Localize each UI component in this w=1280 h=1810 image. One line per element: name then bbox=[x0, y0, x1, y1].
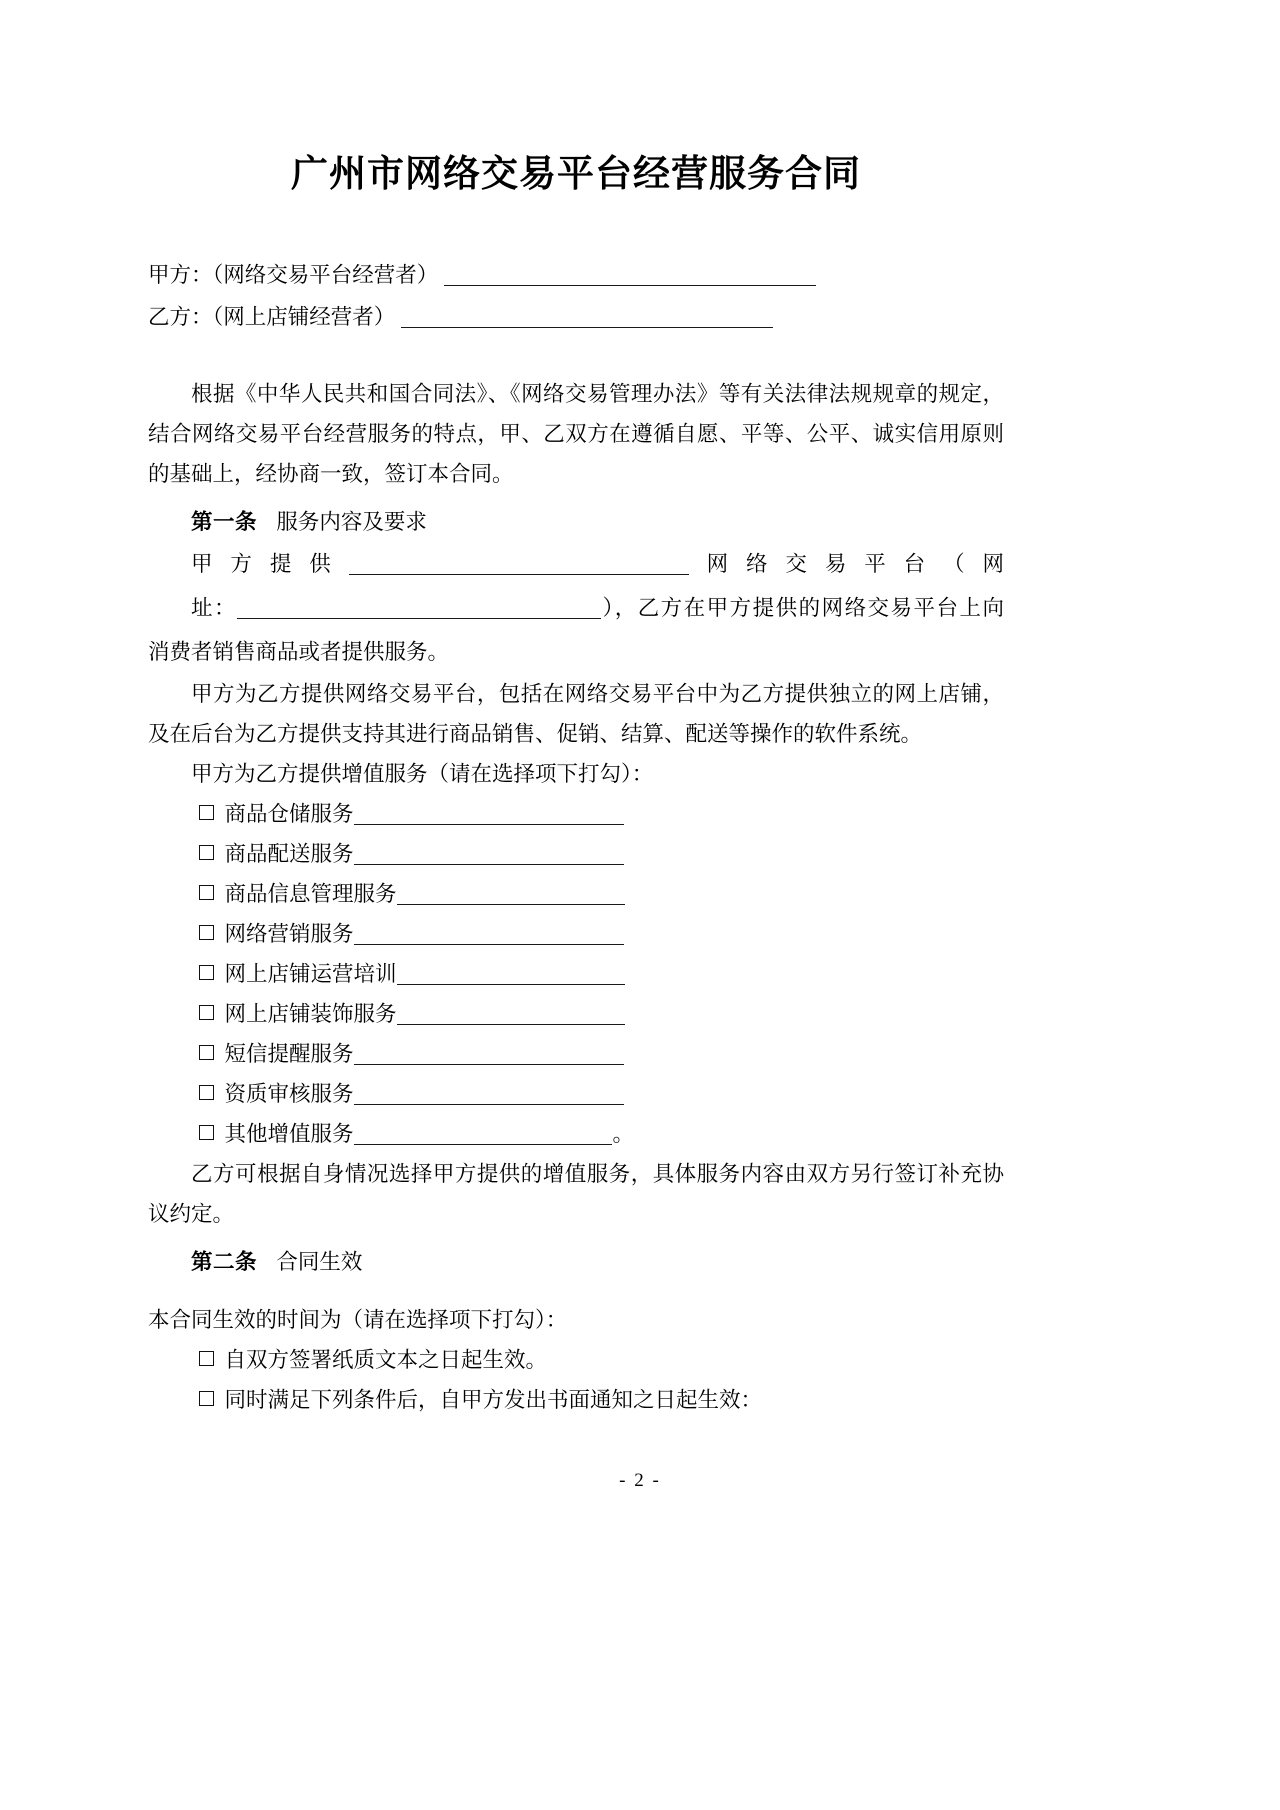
article-one-heading bbox=[148, 502, 1004, 542]
value-added-item-label: 资质审核服务 bbox=[224, 1082, 354, 1107]
platform-clause-line-3: 消费者销售商品或者提供服务。 bbox=[148, 640, 450, 665]
party-block bbox=[148, 254, 1004, 338]
value-added-item-blank[interactable] bbox=[397, 1007, 625, 1025]
value-added-item-blank[interactable] bbox=[397, 887, 625, 905]
value-added-service-list bbox=[148, 794, 1004, 1154]
page-number-footer: - 2 - bbox=[619, 1470, 661, 1491]
platform-url-blank[interactable] bbox=[237, 600, 601, 619]
checkbox-icon[interactable] bbox=[199, 1391, 214, 1406]
value-added-item-blank[interactable] bbox=[354, 1087, 624, 1105]
article-two-title: 合同生效 bbox=[276, 1250, 363, 1275]
list-item[interactable] bbox=[148, 874, 1004, 914]
list-item[interactable] bbox=[148, 1380, 1004, 1420]
value-added-item-label: 商品配送服务 bbox=[224, 842, 354, 867]
value-added-item-blank[interactable] bbox=[354, 1127, 612, 1145]
preamble-paragraph: 根据《中华人民共和国合同法》、《网络交易管理办法》等有关法律法规规章的规定，结合网络交易平台经营服务的特点，甲、乙双方在遵循自愿、平等、公平、诚实信用原则的基础上，经协商一致，签订本合同。 bbox=[148, 382, 1004, 487]
platform-clause-seg-1: 甲方提供 bbox=[191, 552, 349, 577]
list-item[interactable] bbox=[148, 914, 1004, 954]
list-item[interactable] bbox=[148, 1114, 1004, 1154]
list-item[interactable] bbox=[148, 954, 1004, 994]
value-added-item-blank[interactable] bbox=[354, 807, 624, 825]
party-blank-first[interactable] bbox=[444, 267, 816, 286]
platform-clause-line-2 bbox=[148, 586, 1004, 630]
value-added-item-blank[interactable] bbox=[354, 927, 624, 945]
list-item[interactable] bbox=[148, 1340, 1004, 1380]
party-line-first bbox=[148, 254, 1004, 296]
party-line-second bbox=[148, 296, 1004, 338]
value-added-intro: 甲方为乙方提供增值服务（请在选择项下打勾）： bbox=[191, 762, 654, 787]
checkbox-icon[interactable] bbox=[199, 885, 214, 900]
article-two-number: 第二条 bbox=[191, 1250, 258, 1275]
list-item[interactable] bbox=[148, 834, 1004, 874]
value-added-item-blank[interactable] bbox=[354, 1047, 624, 1065]
value-added-item-suffix: 。 bbox=[612, 1122, 635, 1147]
value-added-item-label: 网络营销服务 bbox=[224, 922, 354, 947]
article-two-intro: 本合同生效的时间为（请在选择项下打勾）： bbox=[148, 1308, 568, 1333]
value-added-item-blank[interactable] bbox=[397, 967, 625, 985]
checkbox-icon[interactable] bbox=[199, 805, 214, 820]
article-one-paragraph-2: 甲方为乙方提供网络交易平台，包括在网络交易平台中为乙方提供独立的网上店铺，及在后台为乙方提供支持其进行商品销售、促销、结算、配送等操作的软件系统。 bbox=[148, 682, 1004, 747]
party-label-second: 乙方：（网上店铺经营者） bbox=[148, 305, 396, 330]
value-added-item-label: 商品仓储服务 bbox=[224, 802, 354, 827]
platform-clause-line-1 bbox=[148, 542, 1004, 586]
article-one-closing-paragraph: 乙方可根据自身情况选择甲方提供的增值服务，具体服务内容由双方另行签订补充协议约定。 bbox=[148, 1162, 1004, 1227]
platform-clause-seg-2: 网络交易平台（网 bbox=[688, 552, 1004, 577]
effective-option-label: 同时满足下列条件后，自甲方发出书面通知之日起生效： bbox=[224, 1388, 763, 1413]
value-added-item-label: 网上店铺运营培训 bbox=[224, 962, 397, 987]
effective-date-option-list bbox=[148, 1340, 1004, 1420]
value-added-item-label: 网上店铺装饰服务 bbox=[224, 1002, 397, 1027]
value-added-item-blank[interactable] bbox=[354, 847, 624, 865]
checkbox-icon[interactable] bbox=[199, 1085, 214, 1100]
list-item[interactable] bbox=[148, 1074, 1004, 1114]
list-item[interactable] bbox=[148, 1034, 1004, 1074]
effective-option-label: 自双方签署纸质文本之日起生效。 bbox=[224, 1348, 548, 1373]
checkbox-icon[interactable] bbox=[199, 1045, 214, 1060]
checkbox-icon[interactable] bbox=[199, 925, 214, 940]
platform-clause-seg-4-head: ），乙方在甲方提供的网络交易平台上向 bbox=[600, 596, 1004, 621]
value-added-item-label: 其他增值服务 bbox=[224, 1122, 354, 1147]
platform-clause-seg-3: 址： bbox=[191, 596, 237, 621]
list-item[interactable] bbox=[148, 994, 1004, 1034]
page-title: 广州市网络交易平台经营服务合同 bbox=[291, 154, 861, 195]
checkbox-icon[interactable] bbox=[199, 845, 214, 860]
article-one-number: 第一条 bbox=[191, 510, 258, 535]
value-added-item-label: 短信提醒服务 bbox=[224, 1042, 354, 1067]
party-label-first: 甲方：（网络交易平台经营者） bbox=[148, 263, 439, 288]
checkbox-icon[interactable] bbox=[199, 1125, 214, 1140]
value-added-item-label: 商品信息管理服务 bbox=[224, 882, 397, 907]
platform-clause bbox=[148, 542, 1004, 674]
checkbox-icon[interactable] bbox=[199, 1005, 214, 1020]
page-content bbox=[148, 0, 1004, 1420]
list-item[interactable] bbox=[148, 794, 1004, 834]
checkbox-icon[interactable] bbox=[199, 965, 214, 980]
article-one-title: 服务内容及要求 bbox=[276, 510, 427, 535]
checkbox-icon[interactable] bbox=[199, 1351, 214, 1366]
platform-name-blank[interactable] bbox=[349, 556, 689, 575]
article-two-heading bbox=[148, 1242, 1004, 1282]
party-blank-second[interactable] bbox=[401, 309, 773, 328]
